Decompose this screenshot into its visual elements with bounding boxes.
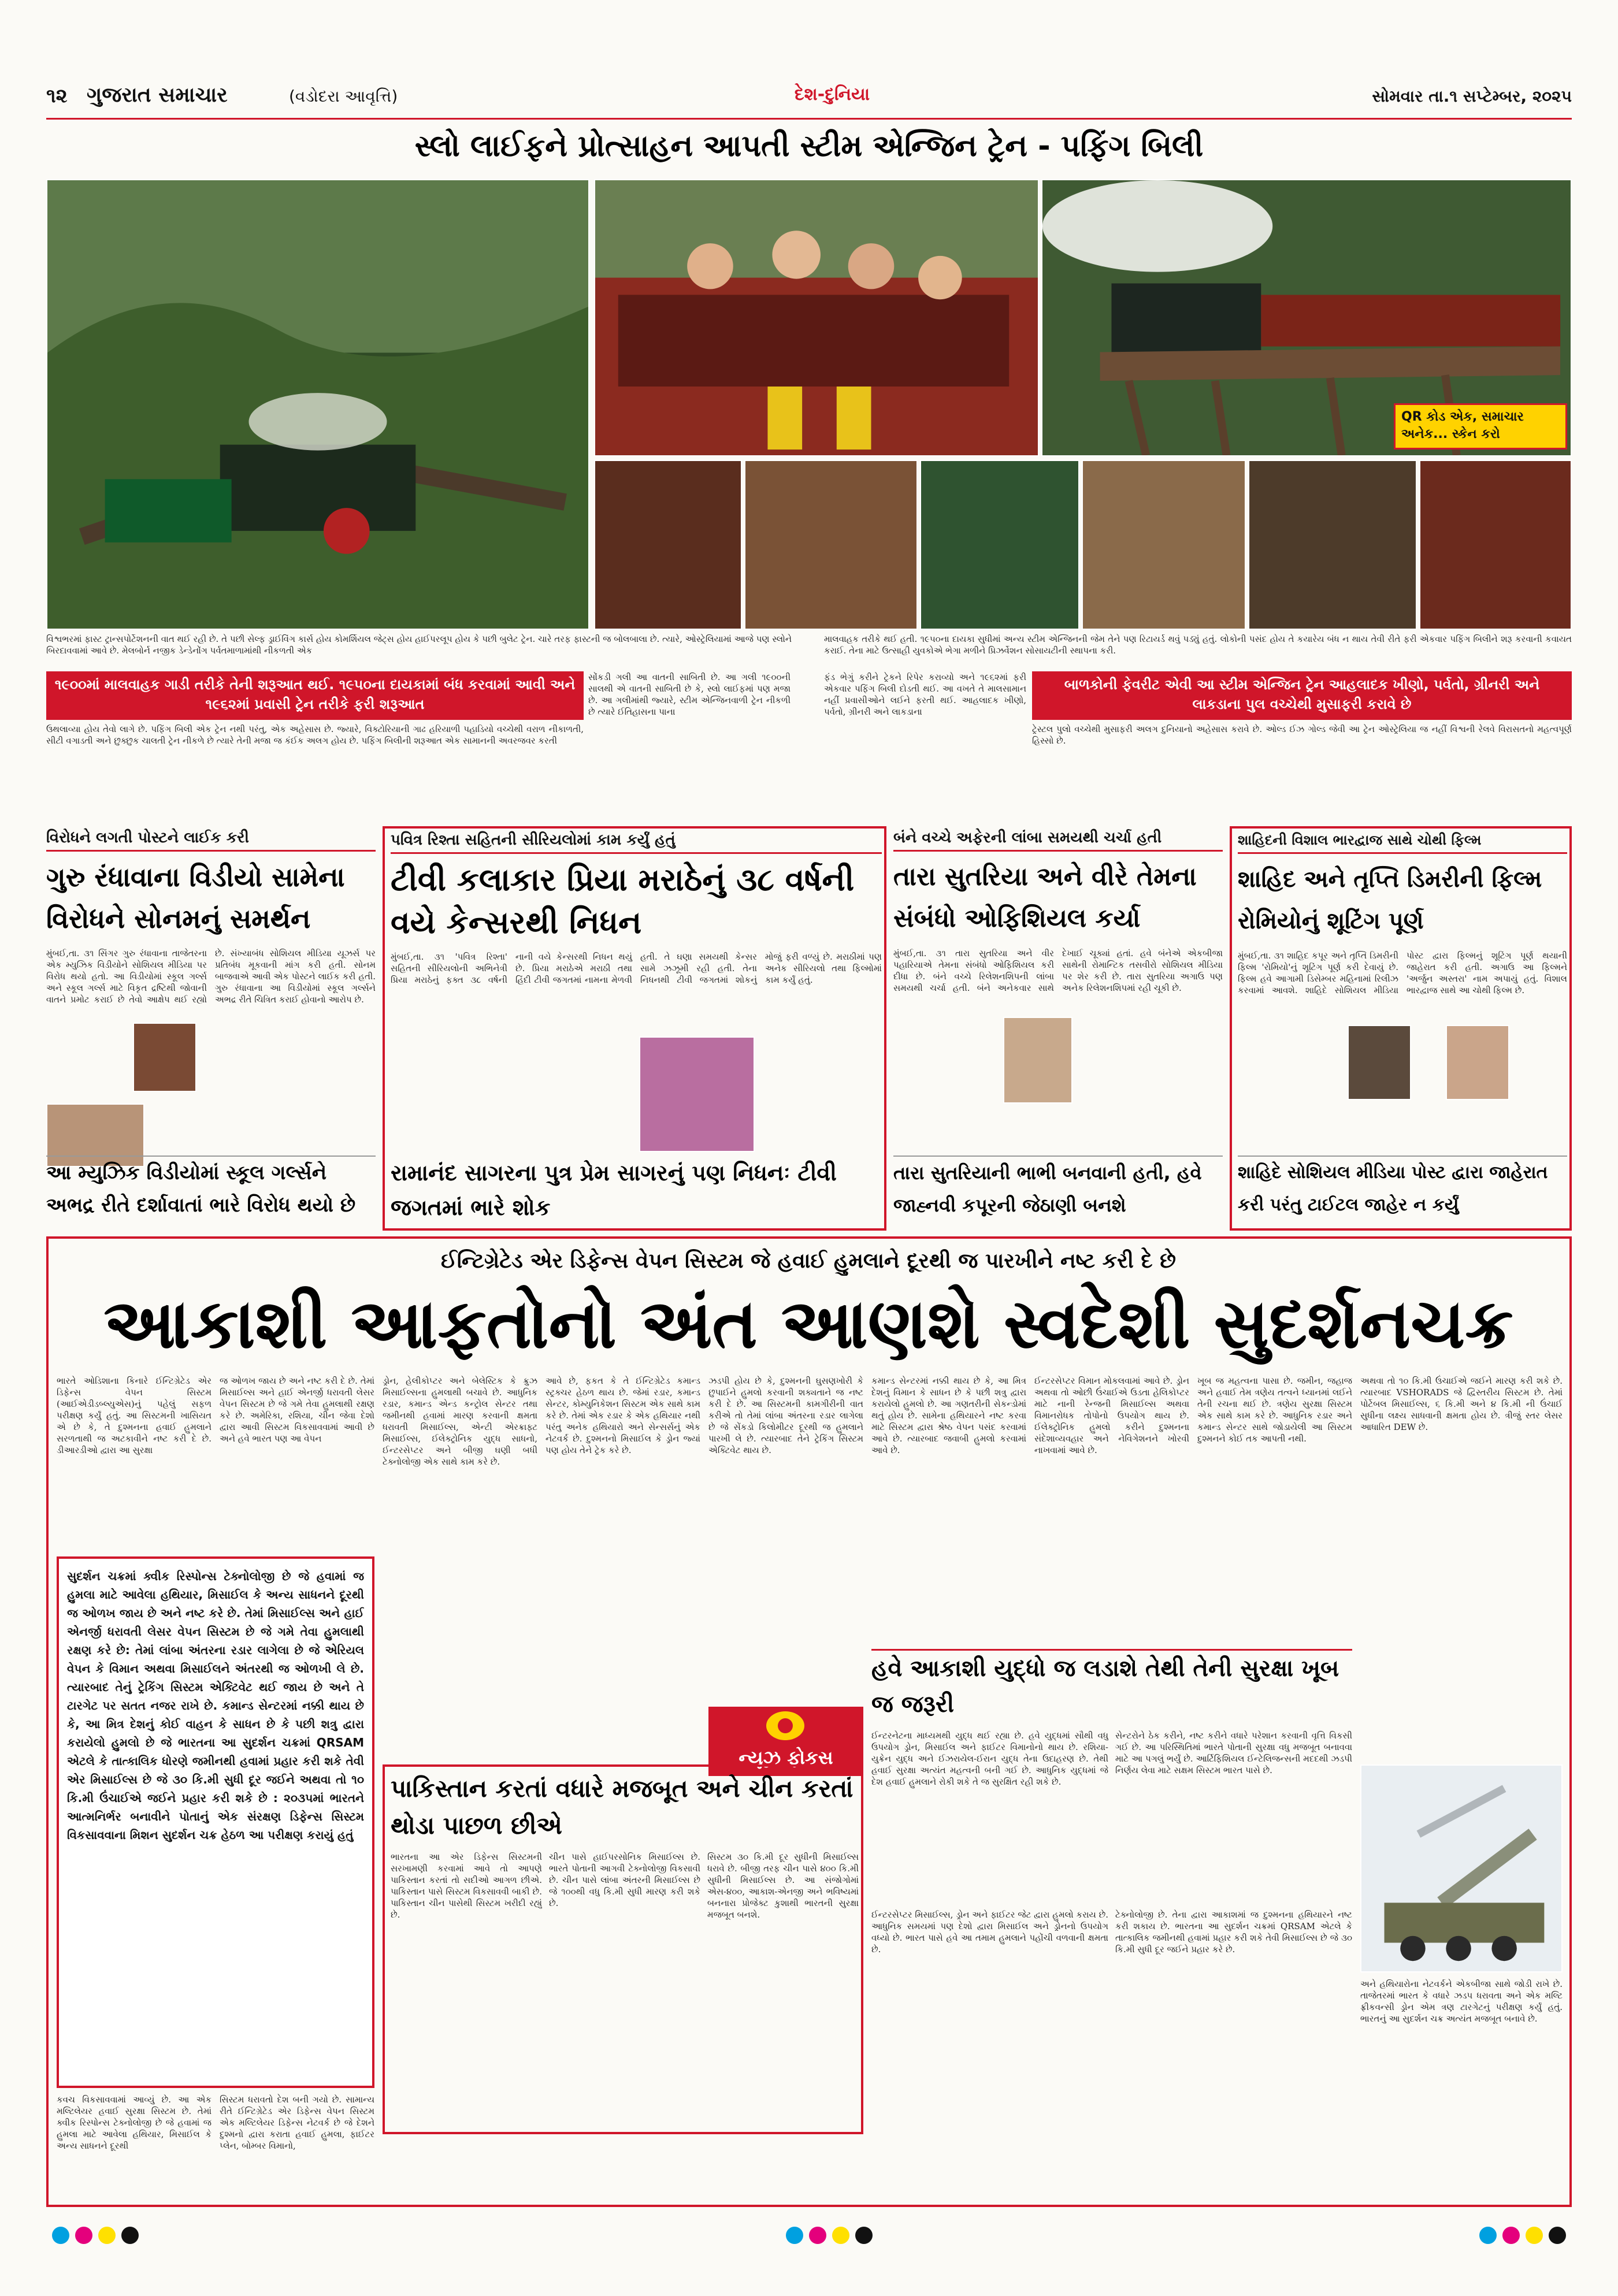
guru-photo	[133, 1023, 196, 1092]
war-col-1: ઈન્ટરનેટના માધ્યમથી યુદ્ધ થઈ રહ્યા છે. હવે યુદ્ધમાં સૌથી વધુ ઉપયોગ ડ્રોન, મિસાઈલ અને ફાઈટર વિમાનોનો થાય છે. રશિયા-યુક્રેન યુદ્ધ અને ઈઝરાયેલ-ઈરાન યુદ્ધ તેના ઉદાહરણ છે. તેથી હવાઈ સુરક્ષા અત્યંત મહત્વની બની ગઈ છે. આધુનિક યુદ્ધમાં જે દેશ હવાઈ હુમલાને રોકી શકે તે જ સુરક્ષિત રહી શકે છે.	[871, 1730, 1108, 1787]
defense-col-7: ઈન્ટરસેપ્ટર વિમાન મોકલવામાં આવે છે. ડ્રોન અથવા તો ઓછી ઉંચાઈએ ઉડતા હેલિકોપ્ટર માટે નાની રેન્જની મિસાઈલ્સ અથવા વિમાનરોધક તોપોનો ઉપયોગ થાય છે. ઈલેક્ટ્રોનિક હુમલો કરીને દુશ્મનના સંદેશાવ્યવહાર અને નેવિગેશનને ખોરવી નાખવામાં આવે છે.	[1034, 1376, 1189, 1455]
defense-col-4: આવે છે, ફકત કે તે ઈન્ટિગ્રેટેડ કમાન્ડ સ્ટ્રક્ચર હેઠળ થાય છે. જેમાં રડાર, કમાન્ડ સેન્ટર, કોમ્યુનિકેશન સિસ્ટમ એક સાથે કામ કરે છે. તેમાં એક રડાર કે એક હથિયાર નથી પરંતુ અનેક હથિયારો અને સેન્સર્સનું એક નેટવર્ક છે. દુશ્મનનો મિસાઈલ કે ડ્રોન જ્યાં પણ હોય તેને ટ્રેક કરે છે.	[545, 1376, 700, 1455]
train-photo-family	[594, 179, 1039, 456]
train-photo-smiling	[1082, 460, 1246, 630]
train-photo-engine-green	[920, 460, 1079, 630]
story-guru	[46, 826, 376, 1231]
priya-photo	[639, 1036, 755, 1152]
news-focus-label: ન્યૂઝ ફોકસ	[739, 1747, 833, 1769]
section-label: દેશ-દુનિયા	[794, 84, 870, 105]
war-headline: હવે આકાશી યુદ્ધો જ લડાશે તેથી તેની સુરક્ષા ખૂબ જ જરૂરી	[871, 1649, 1352, 1724]
pakistan-col-2: ચીન પાસે હાઈપરસોનિક મિસાઈલ્સ છે. ભારતે પોતાની આગવી ટેક્નોલોજી વિકસાવી છે. ચીન પાસે લાંબા અંતરની મિસાઈલ્સ છે જે ૧૦૦થી વધુ કિ.મી સુધી મારણ કરી શકે છે.	[549, 1852, 700, 1908]
war-col-2: સેન્ટરોને ઠેક કરીને, નષ્ટ કરીને વધારે પરેશાન કરવાની વૃત્તિ વિકસી ગઈ છે. આ પરિસ્થિતિમાં ભારતે પોતાની સુરક્ષા વધુ મજબૂત બનાવવા માટે આ પગલું ભર્યું છે. આર્ટિફિશિયલ ઈન્ટેલિજન્સની મદદથી ઝડપી નિર્ણય લેવા માટે સક્ષમ સિસ્ટમ ભારત પાસે છે.	[1115, 1730, 1352, 1775]
guru-footer: આ મ્યુઝિક વિડીયોમાં સ્કૂલ ગર્લ્સને અભદ્ર રીતે દર્શાવાતાં ભારે વિરોધ થયો છે	[46, 1156, 376, 1231]
priya-body: મુંબઈ,તા. ૩૧ 'પવિત્ર રિશ્તા' સહિતની સીરિયલોની અભિનેત્રી પ્રિયા મરાઠેનું ફક્ત ૩૮ વર્ષની નાની વયે કેન્સરથી નિધન થયું છે. પ્રિયા મરાઠેએ મરાઠી તથા હિંદી ટીવી જગતમાં નામના મેળવી હતી. તે ઘણા સમયથી કેન્સર સામે ઝઝૂમી રહી હતી. તેના નિધનથી ટીવી જગતમાં શોકનું મોજું ફરી વળ્યું છે. મરાઠીમાં પણ અનેક સીરિયલો તથા ફિલ્મોમાં કામ કર્યું હતું.	[391, 952, 882, 985]
pakistan-col-3: સિસ્ટમ ૩૦ કિ.મી દૂર સુધીની મિસાઈલ્સ ધરાવે છે. બીજી તરફ ચીન પાસે ૪૦૦ કિ.મી સુધીની મિસાઈલ્સ છે. આ સંજોગોમાં એસ-૪૦૦, આકાશ-એનજી અને ભવિષ્યમાં બનનારા પ્રોજેક્ટ કુશાથી ભારતની સુરક્ષા મજબૂત બનશે.	[707, 1852, 859, 1920]
color-registration-marks	[46, 2224, 1572, 2247]
shahid-footer: શાહિદે સોશિયલ મીડિયા પોસ્ટ દ્વારા જાહેરાત કરી પરંતુ ટાઈટલ જાહેર ન કર્યું	[1238, 1156, 1567, 1229]
paper-name: ગુજરાત સમાચાર	[87, 83, 228, 107]
story-priya	[383, 826, 886, 1231]
pakistan-box	[383, 1764, 863, 2134]
defense-col-6: કમાન્ડ સેન્ટરમાં નક્કી થાય છે કે, આ મિત્ર દેશનું વિમાન કે સાધન છે કે પછી શત્રુ દ્વારા કરાયેલો હુમલો છે. આ ગણતરીની સેકન્ડોમાં થતું હોય છે. સામેના હથિયારને નષ્ટ કરવા માટે સિસ્ટમ દ્વારા શ્રેષ્ઠ વેપન પસંદ કરવામાં આવે છે. ત્યારબાદ જવાબી હુમલો કરવામાં આવે છે.	[871, 1376, 1026, 1455]
eye-icon	[766, 1711, 804, 1740]
guru-body: મુંબઈ,તા. ૩૧ સિંગર ગુરુ રંધાવાના તાજેતરના એક મ્યુઝિક વિડીયોને સોશિયલ મીડિયા પર વિરોધ થયો હતો. આ વિડીયોમાં સ્કૂલ ગર્લ્સ અને સ્કૂલ ગર્લ્સ માટે વિકૃત દ્રષ્ટિથી જોવાની વાતને પ્રમોટ કરાઈ છે તેવો આક્ષેપ થઈ રહ્યો છે. સંખ્યાબંધ સોશિયલ મીડિયા યૂઝર્સ પર પ્રતિબંધ મૂકવાની માંગ કરી હતી. સોનમ બાજવાએ આવી એક પોસ્ટને લાઈક કરી હતી. ગુરુ રંધાવાના આ વિડીયોમાં સ્કૂલ ગર્લ્સને અભદ્ર રીતે ચિત્રિત કરાઈ હોવાનો આરોપ છે.	[46, 948, 376, 1005]
train-headline: સ્લો લાઈફને પ્રોત્સાહન આપતી સ્ટીમ એન્જિન ટ્રેન - પફિંગ બિલી	[414, 129, 1204, 164]
train-photo-kids	[1248, 460, 1417, 630]
edition-label: (વડોદરા આવૃત્તિ)	[289, 87, 398, 106]
qr-promo[interactable]	[1394, 403, 1567, 449]
tara-body: મુંબઈ,તા. ૩૧ તારા સુતરિયા અને વીર પહારિયાએ તેમના સંબંધો ઓફિશિયલ કરી દીધા છે. બંને વચ્ચે રિલેશનશિપની લાંબા સમયથી ચર્ચા હતી. બંને અનેકવાર સાથે દેખાઈ ચૂક્યાં હતાં. હવે બંનેએ એકબીજા સાથેની રોમાન્ટિક તસવીરો સોશિયલ મીડિયા પર શેર કરી છે. તારા સુતરિયા અગાઉ પણ અનેક રિલેશનશિપમાં રહી ચૂકી છે.	[893, 948, 1223, 993]
defense-col-8: ખૂબ જ મહત્વના પાસા છે. જમીન, જહાજ અને હવાઈ તેમ ત્રણેય તત્વને ધ્યાનમાં લઈને તેની રચના થઈ છે. ત્રણેય સુરક્ષા સિસ્ટમ એક સાથે કામ કરે છે. આધુનિક રડાર અને કમાન્ડ સેન્ટર સાથે જોડાયેલી આ સિસ્ટમ દુશ્મનને કોઈ તક આપતી નથી.	[1197, 1376, 1352, 1444]
defense-col-5: ઝડપી હોય છે કે, દુશ્મનની ઘુસણખોરી કે છુપાઈને હુમલો કરવાની શક્યતાને જ નષ્ટ કરી દે છે. આ સિસ્ટમની કામગીરીની વાત કરીએ તો તેમાં લાંબા અંતરના રડાર લાગેલા છે જે સેંકડો કિલોમીટર દૂરથી જ હુમલાને પારખી લે છે. ત્યારબાદ તેને ટ્રેકિંગ સિસ્ટમ એક્ટિવેટ થાય છે.	[708, 1376, 863, 1455]
masthead	[46, 81, 1572, 117]
priya-headline: ટીવી કલાકાર પ્રિયા મરાઠેનું ૩૮ વર્ષની વયે કેન્સરથી નિધન	[391, 861, 855, 941]
defense-col-9: અથવા તો ૧૦ કિ.મી ઉંચાઈએ જઈને મારણ કરી શકે છે. ત્યારબાદ VSHORADS જે દ્વિસ્તરીય સિસ્ટમ છે. તેમાં પોર્ટેબલ મિસાઈલ્સ, ૬ કિ.મી અને ૪ કિ.મી ની ઉંચાઈ સુધીના લક્ષ્ય સાધવાની ક્ષમતા હોય છે. ત્રીજું સ્તર લેસર આધારિત DEW છે.	[1360, 1376, 1563, 1432]
issue-date: સોમવાર તા.૧ સપ્ટેમ્બર, ૨૦૨૫	[1372, 87, 1572, 106]
train-photo-passengers	[744, 460, 918, 630]
qr-label: QR કોડ એક, સમાચાર અનેક... સ્કેન કરો	[1401, 410, 1524, 441]
defense-callout-text: સુદર્શન ચક્રમાં ક્વીક રિસ્પોન્સ ટેક્નોલોજી છે જે હવામાં જ હુમલા માટે આવેલા હથિયાર, મિસાઈલ કે અન્ય સાધનને દૂરથી જ ઓળખ જાય છે અને નષ્ટ કરે છે. તેમાં મિસાઈલ્સ અને હાઈ એનર્જી ધરાવતી લેસર વેપન સિસ્ટમ છે જે ગમે તેવા હુમલાથી રક્ષણ કરે છે: તેમાં લાંબા અંતરના રડાર લાગેલા છે જે એરિયલ વેપન કે વિમાન અથવા મિસાઈલને અંતરથી જ ઓળખી લે છે. ત્યારબાદ તેનું ટ્રેકિંગ સિસ્ટમ એક્ટિવેટ થઈ જાય છે અને તે ટારગેટ પર સતત નજર રાખે છે. કમાન્ડ સેન્ટરમાં નક્કી થાય છે કે, આ મિત્ર દેશનું કોઈ વાહન કે સાધન છે કે પછી શત્રુ દ્વારા કરાયેલો હુમલો છે જે ભારતના આ સુદર્શન ચક્રમાં QRSAM એટલે કે તાત્કાલિક ધોરણે જમીનથી હવામાં પ્રહાર કરી શકે તેવી એર મિસાઈલ્સ છે જે ૩૦ કિ.મી સુધી દૂર જઈને અથવા તો ૧૦ કિ.મી ઉંચાઈએ જઈને પ્રહાર કરી શકે છે : ૨૦૩૫માં ભારતને આત્મનિર્ભર બનાવીને પોતાનું એક સંરક્ષણ ડિફેન્સ સિસ્ટમ વિકસાવવાના મિશન સુદર્શન ચક્ર હેઠળ આ પરીક્ષણ કરાયું હતું	[67, 1569, 364, 1842]
shahid-headline: શાહિદ અને તૃપ્તિ ડિમરીની ફિલ્મ રોમિયોનું શૂટિંગ પૂર્ણ	[1238, 866, 1542, 934]
pakistan-col-6: અને હથિયારોના નેટવર્કને એકબીજા સાથે જોડી રાખે છે. તાજેતરમાં ભારત કે વધારે ઝડપ ધરાવતા અને એક મલ્ટિ ફ્રીકવન્સી ડ્રોન એમ ત્રણ ટારગેટનું પરીક્ષણ કર્યું હતું. ભારતનું આ સુદર્શન ચક્ર અત્યંત મજબૂત બનાવે છે.	[1360, 1979, 1563, 2024]
train-banner-right: બાળકોની ફેવરીટ એવી આ સ્ટીમ એન્જિન ટ્રેન આહલાદક ખીણો, પર્વતો, ગ્રીનરી અને લાકડાના પુલ વચ્ચેથી મુસાફરી કરાવે છે	[1032, 671, 1572, 720]
train-body-1: વિશ્વભરમાં ફાસ્ટ ટ્રાન્સપોર્ટેશનની વાત થઈ રહી છે. તે પછી સેલ્ફ ડ્રાઈવિંગ કાર્સ હોય કોમર્શિયલ જેટ્સ હોય હાઈપરલૂપ હોય કે પછી બુલેટ ટ્રેન. ચારે તરફ ફાસ્ટની જ બોલબાલા છે. ત્યારે, ઓસ્ટ્રેલિયામાં આજે પણ સ્લોને બિરદાવવામાં આવે છે. મેલબોર્ન નજીક ડેન્ડેનોંગ પર્વતમાળામાંથી નીકળતી એક	[46, 634, 792, 656]
defense-callout	[57, 1556, 374, 2088]
train-body-6: ટ્રેસ્ટલ પુલો વચ્ચેથી મુસાફરી અલગ દુનિયાનો અહેસાસ કરાવે છે. ઓલ્ડ ઈઝ ગોલ્ડ જેવી આ ટ્રેન ઓસ્ટ્રેલિયા જ નહીં વિશ્વની રેલવે વિરાસતનો મહત્વપૂર્ણ હિસ્સો છે.	[1032, 724, 1572, 746]
pakistan-col-1: ભારતના આ એર ડિફેન્સ સિસ્ટમની સરખામણી કરવામાં આવે તો આપણે પાકિસ્તાન કરતાં તો સદીઓ આગળ છીએ. પાકિસ્તાન પાસે સિસ્ટમ વિકસાવવી બાકી છે. પાકિસ્તાન ચીન પાસેથી સિસ્ટમ ખરીદી રહ્યું છે.	[391, 1852, 542, 1920]
defense-headline: આકાશી આફતોનો અંત આણશે સ્વદેશી સુદર્શનચક્ર	[103, 1284, 1513, 1364]
tara-headline: તારા સુતરિયા અને વીરે તેમના સંબંધો ઓફિશિયલ કર્યા	[893, 862, 1197, 933]
train-body-4: માલવાહક તરીકે થઈ હતી. ૧૯૫૦ના દાયકા સુધીમાં અન્ય સ્ટીમ એન્જિનની જેમ તેને પણ રિટાયર્ડ થવું પડ્યું હતું. લોકોની પસંદ હોય તે કયારેય બંધ ન થાય તેવી રીતે ફરી એકવાર પફિંગ બિલીને શરૂ કરવાની કવાયત કરાઈ. તેના માટે ઉત્સાહી યુવકોએ ભેગા મળીને પ્રિઝર્વેશન સોસાયટીની સ્થાપના કરી.	[824, 634, 1572, 656]
story-defense	[46, 1236, 1572, 2207]
defense-col-3: ડ્રોન, હેલીકોપ્ટર અને બેલેસ્ટિક કે ક્રુઝ મિસાઈલ્સના હુમલાથી બચાવે છે. આધુનિક રડાર, કમાન્ડ એન્ડ કન્ટ્રોલ સેન્ટર તથા જમીનથી હવામાં મારણ કરવાની ક્ષમતા ધરાવતી મિસાઈલ્સ, એન્ટી એરક્રાફ્ટ મિસાઈલ્સ, ઈલેક્ટ્રોનિક યુદ્ધ સાધનો, ઈન્ટરસેપ્ટર અને બીજી ઘણી બધી ટેક્નોલોજી એક સાથે કામ કરે છે.	[383, 1376, 537, 1467]
train-photo-window-1	[594, 460, 742, 630]
guru-headline: ગુરુ રંધાવાના વિડીયો સામેના વિરોધને સોનમનું સમર્થન	[46, 861, 345, 934]
story-tara	[893, 826, 1223, 1231]
shahid-photo-2	[1446, 1025, 1509, 1100]
priya-kicker: પવિત્ર રિશ્તા સહિતની સીરિયલોમાં કામ કર્યું હતું	[391, 829, 882, 854]
shahid-kicker: શાહિદની વિશાલ ભારદ્વાજ સાથે ચોથી ફિલ્મ	[1238, 829, 1567, 854]
missile-launcher-photo	[1360, 1764, 1563, 1972]
train-photo-forest	[46, 179, 589, 630]
train-feature	[46, 122, 1572, 827]
pakistan-headline: પાકિસ્તાન કરતાં વધારે મજબૂત અને ચીન કરતાં થોડા પાછળ છીએ	[391, 1774, 853, 1840]
train-body-5: ફંડ ભેગું કરીને ટ્રેકને રિપેર કરાવ્યો અને ૧૯૬૨માં ફરી એકવાર પફિંગ બિલી દોડતી થઈ. આ વખતે તે માલસામાન નહીં પ્રવાસીઓને લઈને ફરતી થઈ. આહલાદક ખીણો, પર્વતો, ગ્રીનરી અને લાકડાના	[824, 672, 1026, 717]
defense-col-1: ભારતે ઓડિશાના કિનારે ઈન્ટિગ્રેટેડ એર ડિફેન્સ વેપન સિસ્ટમ (આઈએડીડબ્લ્યુએસ)નું પહેલું સફળ પરીક્ષણ કર્યું હતું. આ સિસ્ટમની ખાસિયત એ છે કે, તે દુશ્મનના હવાઈ હુમલાને સરળતાથી જ અટકાવીને નષ્ટ કરી દે છે. ડીઆરડીઓ દ્વારા આ સુરક્ષા	[57, 1376, 211, 1455]
defense-col-2b: સિસ્ટમ ધરાવતો દેશ બની ગયો છે. સામાન્ય રીતે ઈન્ટિગ્રેટેડ એર ડિફેન્સ વેપન સિસ્ટમ એક મલ્ટિલેયર ડિફેન્સ નેટવર્ક છે જે દેશને દુશ્મનો દ્વારા કરાતા હવાઈ હુમલા, ફાઈટર પ્લેન, બોમ્બર વિમાનો,	[220, 2094, 374, 2151]
page-number: ૧૨	[46, 84, 68, 107]
tara-footer: તારા સુતરિયાની ભાભી બનવાની હતી, હવે જાહ્નવી કપૂરની જેઠાણી બનશે	[893, 1156, 1223, 1231]
train-banner-left: ૧૯૦૦માં માલવાહક ગાડી તરીકે તેની શરૂઆત થઈ. ૧૯૫૦ના દાયકામાં બંધ કરવામાં આવી અને ૧૯૬૨માં પ્રવાસી ટ્રેન તરીકે ફરી શરૂઆત	[46, 671, 584, 720]
defense-col-2: જ ઓળખ જાય છે અને નષ્ટ કરી દે છે. તેમાં મિસાઈલ્સ અને હાઈ એનર્જી ધરાવતી લેસર વેપન સિસ્ટમ છે જે ગમે તેવા હુમલાથી રક્ષણ કરે છે. અમેરિકા, રશિયા, ચીન જેવા દેશો દ્વારા આવી સિસ્ટમ વિકસાવવામાં આવી છે અને હવે ભારત પણ આ વેપન	[220, 1376, 374, 1444]
pakistan-col-5: ટેક્નોલોજી છે. તેના દ્વારા આકાશમાં જ દુશ્મનના હથિયારને નષ્ટ કરી શકાય છે. ભારતના આ સુદર્શન ચક્રમાં QRSAM એટલે કે તાત્કાલિક જમીનથી હવામાં પ્રહાર કરી શકે તેવી મિસાઈલ્સ છે જે ૩૦ કિ.મી સુધી દૂર જઈને પ્રહાર કરે છે.	[1115, 1909, 1352, 1955]
pakistan-col-4: ઈન્ટરસેપ્ટર મિસાઈલ્સ, ડ્રોન અને ફાઈટર જેટ દ્વારા હુમલો કરાય છે. આધુનિક સમયમાં પણ દેશો દ્વારા મિસાઈલ અને ડ્રોનનો ઉપયોગ વધ્યો છે. ભારત પાસે હવે આ તમામ હુમલાને પહોંચી વળવાની ક્ષમતા છે.	[871, 1909, 1108, 1955]
tara-kicker: બંને વચ્ચે અફેરની લાંબા સમયથી ચર્ચા હતી	[893, 826, 1223, 852]
train-body-2: સોંકડી ગલી આ વાતની સાબિતી છે. આ ગલી ૧૯૦૦ની સાલથી એ વાતની સાબિતી છે કે, સ્લો લાઈફમાં પણ મજા છે. આ ગલીમાંથી જ્યારે, સ્ટીમ એન્જિનવાળી ટ્રેન નીકળી છે ત્યારે ઈતિહાસના પાના	[588, 672, 791, 717]
masthead-rule	[46, 118, 1572, 120]
guru-kicker: વિરોધને લગતી પોસ્ટને લાઈક કરી	[46, 826, 376, 852]
train-photo-bridge	[1041, 179, 1572, 456]
train-photo-legs	[1419, 460, 1572, 630]
priya-footer: રામાનંદ સાગરના પુત્ર પ્રેમ સાગરનું પણ નિધનઃ ટીવી જગતમાં ભારે શોક	[391, 1160, 837, 1220]
shahid-photo-1	[1348, 1025, 1411, 1100]
defense-col-1b: કવચ વિકસાવવામાં આવ્યું છે. આ એક મલ્ટિલેયર હવાઈ સુરક્ષા સિસ્ટમ છે. તેમાં ક્વીક રિસ્પોન્સ ટેક્નોલોજી છે જે હવામાં જ હુમલા માટે આવેલા હથિયાર, મિસાઈલ કે અન્ય સાધનને દૂરથી	[57, 2094, 211, 2151]
tara-photo	[1003, 1017, 1073, 1104]
train-body-3: ઉથલાવ્યા હોય તેવો લાગે છે. પફિંગ બિલી એક ટ્રેન નથી પરંતુ, એક અહેસાસ છે. જ્યારે, વિક્ટોરિયાની ગાઢ હરિયાળી પહાડિયો વચ્ચેથી વરાળ નીકાળતી, સીટી વગાડતી અને છુક્છુક ચાલતી ટ્રેન નીકળે છે ત્યારે તેની મજા જ કંઈક અલગ હોય છે. પફિંગ બિલીની શરૂઆત એક સામાનની અવરજવર કરતી	[46, 724, 584, 746]
story-shahid	[1230, 826, 1572, 1231]
shahid-body: મુંબઈ,તા. ૩૧ શાહિદ કપૂર અને તૃપ્તિ ડિમરીની ફિલ્મ 'રોમિયો'નું શૂટિંગ પૂર્ણ કરી દેવાયું છે. ફિલ્મ હવે આગામી ડિસેમ્બર મહિનામાં રિલીઝ કરવામાં આવશે. શાહિદે સોશિયલ મીડિયા પોસ્ટ દ્વારા ફિલ્મનું શૂટિંગ પૂર્ણ થયાની જાહેરાત કરી હતી. અગાઉ આ ફિલ્મને 'અર્જુન અસ્તરા' નામ અપાયું હતું. વિશાલ ભારદ્વાજ સાથે આ ચોથી ફિલ્મ છે.	[1238, 950, 1567, 995]
defense-kicker: ઈન્ટિગ્રેટેડ એર ડિફેન્સ વેપન સિસ્ટમ જે હવાઈ હુમલાને દૂરથી જ પારખીને નષ્ટ કરી દે છે	[441, 1249, 1176, 1273]
